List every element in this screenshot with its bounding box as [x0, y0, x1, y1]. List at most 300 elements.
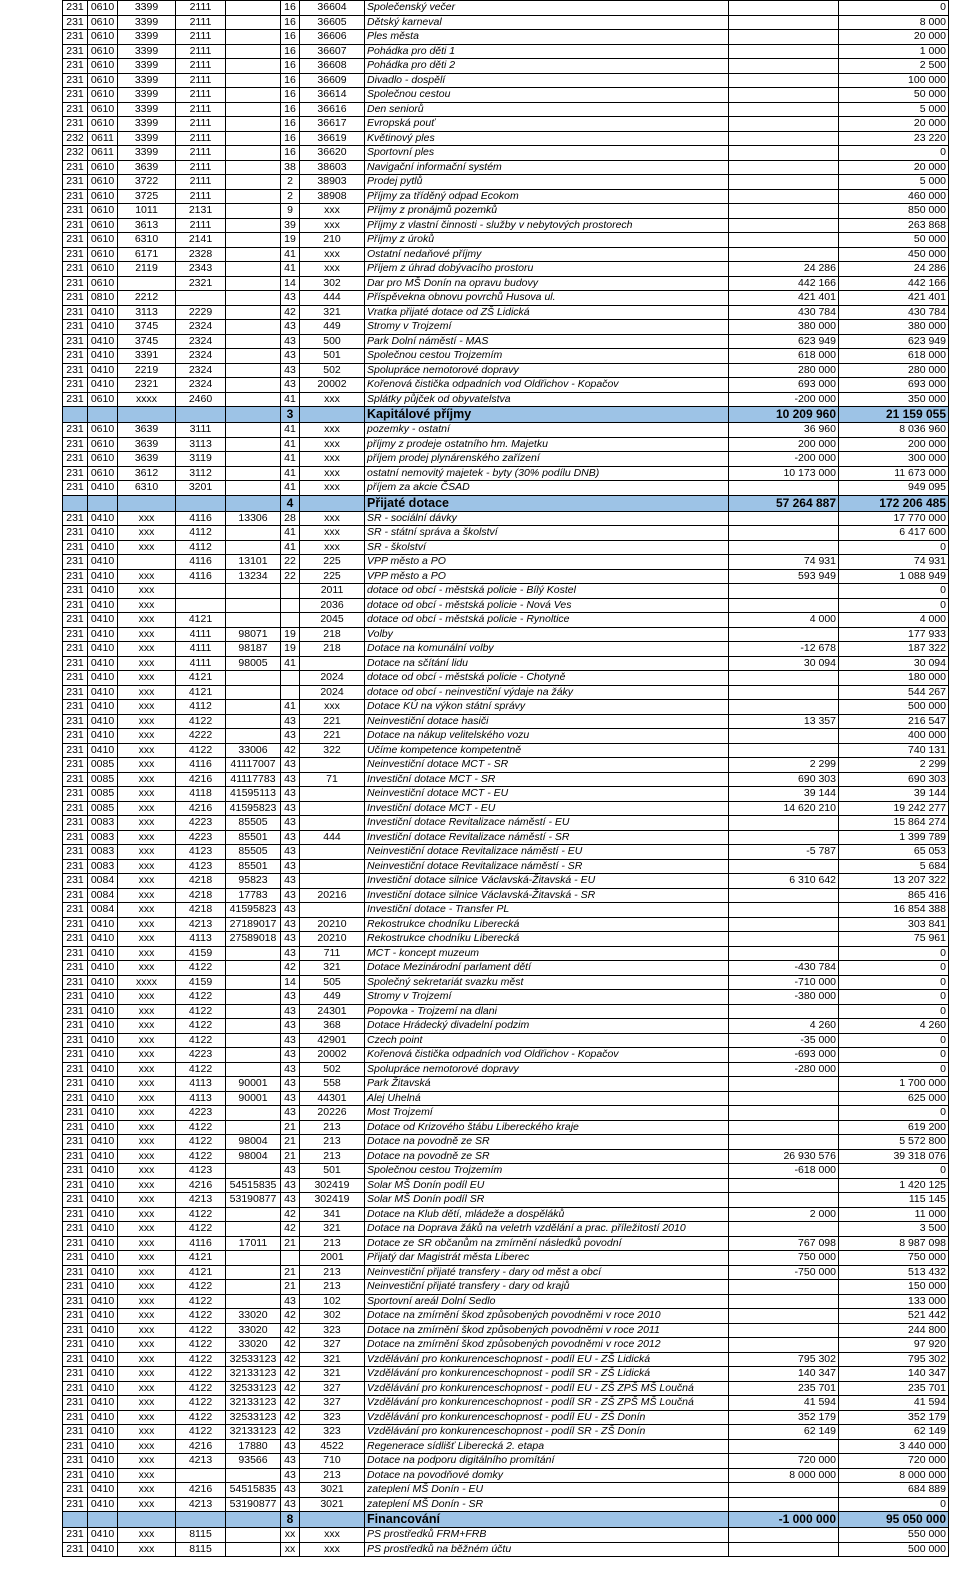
- ucel-cell: [226, 540, 281, 555]
- sub-cell: 0410: [88, 1483, 118, 1498]
- total-cell: 17 770 000: [839, 511, 949, 526]
- group-cell: 43: [281, 1106, 300, 1121]
- paragraph-cell: xxx: [118, 1149, 176, 1164]
- adjustment-cell: [729, 1280, 839, 1295]
- description-cell: Sportovní areál Dolní Sedlo: [365, 1294, 729, 1309]
- item-cell: 4223: [176, 816, 226, 831]
- paragraph-cell: 6171: [118, 247, 176, 262]
- item-cell: 4159: [176, 975, 226, 990]
- total-cell: 8 000 000: [839, 1468, 949, 1483]
- code-cell: 36617: [300, 117, 365, 132]
- total-cell: 544 267: [839, 685, 949, 700]
- item-cell: 4111: [176, 656, 226, 671]
- org-cell: 231: [63, 320, 88, 335]
- sub-cell: 0610: [88, 1, 118, 16]
- paragraph-cell: 3399: [118, 44, 176, 59]
- ucel-cell: 85505: [226, 816, 281, 831]
- code-cell: 24301: [300, 1004, 365, 1019]
- group-cell: 43: [281, 859, 300, 874]
- code-cell: 444: [300, 291, 365, 306]
- sub-cell: 0085: [88, 772, 118, 787]
- code-cell: 711: [300, 946, 365, 961]
- adjustment-cell: [729, 946, 839, 961]
- description-cell: příjem prodej plynárenského zařízení: [365, 452, 729, 467]
- group-cell: 43: [281, 1164, 300, 1179]
- table-row: [63, 903, 949, 918]
- item-cell: 2324: [176, 334, 226, 349]
- description-cell: Neinvestiční dotace MCT - EU: [365, 787, 729, 802]
- ucel-cell: 32133123: [226, 1425, 281, 1440]
- total-cell: 720 000: [839, 1454, 949, 1469]
- group-cell: 43: [281, 801, 300, 816]
- paragraph-cell: xxx: [118, 1323, 176, 1338]
- ucel-cell: [226, 117, 281, 132]
- group-cell: 43: [281, 1193, 300, 1208]
- adjustment-cell: 442 166: [729, 276, 839, 291]
- adjustment-cell: [729, 175, 839, 190]
- adjustment-cell: [729, 540, 839, 555]
- group-cell: 42: [281, 1425, 300, 1440]
- org-cell: 231: [63, 452, 88, 467]
- org-cell: 231: [63, 540, 88, 555]
- adjustment-cell: 10 173 000: [729, 466, 839, 481]
- item-cell: 4112: [176, 700, 226, 715]
- code-cell: 322: [300, 743, 365, 758]
- description-cell: Dotace na komunální volby: [365, 642, 729, 657]
- paragraph-cell: 2119: [118, 262, 176, 277]
- description-cell: Investiční dotace Revitalizace náměstí - SR: [365, 830, 729, 845]
- table-row: [63, 845, 949, 860]
- adjustment-cell: 140 347: [729, 1367, 839, 1382]
- code-cell: 36619: [300, 131, 365, 146]
- adjustment-cell: [729, 700, 839, 715]
- sub-cell: 0410: [88, 1497, 118, 1512]
- group-cell: 42: [281, 1323, 300, 1338]
- item-cell: 4218: [176, 888, 226, 903]
- sub-cell: 0410: [88, 1048, 118, 1063]
- sub-cell: 0410: [88, 1352, 118, 1367]
- code-cell: 323: [300, 1323, 365, 1338]
- paragraph-cell: xxx: [118, 1077, 176, 1092]
- code-cell: 368: [300, 1019, 365, 1034]
- item-cell: 4213: [176, 1454, 226, 1469]
- code-cell: 210: [300, 233, 365, 248]
- description-cell: Rekostrukce chodníku Liberecká: [365, 932, 729, 947]
- total-cell: 690 303: [839, 772, 949, 787]
- description-cell: SR - školství: [365, 540, 729, 555]
- item-cell: 4122: [176, 1280, 226, 1295]
- sub-cell: 0410: [88, 1338, 118, 1353]
- description-cell: Pohádka pro děti 2: [365, 59, 729, 74]
- group-cell: 2: [281, 175, 300, 190]
- description-cell: Popovka - Trojzemí na dlani: [365, 1004, 729, 1019]
- code-cell: [300, 495, 365, 511]
- code-cell: xxx: [300, 247, 365, 262]
- paragraph-cell: xxx: [118, 1468, 176, 1483]
- item-cell: 2111: [176, 73, 226, 88]
- code-cell: 36609: [300, 73, 365, 88]
- group-cell: 19: [281, 233, 300, 248]
- org-cell: 231: [63, 961, 88, 976]
- org-cell: 231: [63, 218, 88, 233]
- paragraph-cell: xxx: [118, 1178, 176, 1193]
- group-cell: 43: [281, 917, 300, 932]
- ucel-cell: 95823: [226, 874, 281, 889]
- sub-cell: 0410: [88, 946, 118, 961]
- table-row: [63, 1439, 949, 1454]
- total-cell: 623 949: [839, 334, 949, 349]
- code-cell: [300, 874, 365, 889]
- item-cell: 2328: [176, 247, 226, 262]
- table-row: [63, 772, 949, 787]
- org-cell: 231: [63, 729, 88, 744]
- group-cell: 42: [281, 1352, 300, 1367]
- description-cell: Dotace od Krizového štábu Libereckého kraje: [365, 1120, 729, 1135]
- table-row: [63, 1497, 949, 1512]
- table-row: [63, 1294, 949, 1309]
- sub-cell: 0410: [88, 975, 118, 990]
- paragraph-cell: xxx: [118, 1135, 176, 1150]
- code-cell: 36604: [300, 1, 365, 16]
- sub-cell: 0410: [88, 714, 118, 729]
- table-row: [63, 291, 949, 306]
- table-row: [63, 816, 949, 831]
- total-cell: 1 420 125: [839, 1178, 949, 1193]
- section-row: [63, 495, 949, 511]
- group-cell: 21: [281, 1149, 300, 1164]
- paragraph-cell: xxx: [118, 1265, 176, 1280]
- total-cell: 11 673 000: [839, 466, 949, 481]
- group-cell: 42: [281, 1410, 300, 1425]
- code-cell: 218: [300, 627, 365, 642]
- paragraph-cell: xxx: [118, 714, 176, 729]
- description-cell: Příjmy z vlastní činnosti - služby v nebytových prostorech: [365, 218, 729, 233]
- total-cell: 11 000: [839, 1207, 949, 1222]
- total-cell: 8 987 098: [839, 1236, 949, 1251]
- description-cell: Splátky půjček od obyvatelstva: [365, 392, 729, 407]
- code-cell: 221: [300, 714, 365, 729]
- group-cell: 42: [281, 1367, 300, 1382]
- paragraph-cell: xxx: [118, 1497, 176, 1512]
- org-cell: 231: [63, 700, 88, 715]
- org-cell: 231: [63, 1367, 88, 1382]
- paragraph-cell: xxx: [118, 1396, 176, 1411]
- total-cell: 244 800: [839, 1323, 949, 1338]
- paragraph-cell: 3399: [118, 146, 176, 161]
- paragraph-cell: 3639: [118, 452, 176, 467]
- code-cell: [300, 801, 365, 816]
- paragraph-cell: xxx: [118, 627, 176, 642]
- table-row: [63, 613, 949, 628]
- item-cell: 4116: [176, 511, 226, 526]
- group-cell: 43: [281, 1091, 300, 1106]
- table-row: [63, 859, 949, 874]
- code-cell: 710: [300, 1454, 365, 1469]
- paragraph-cell: xxx: [118, 903, 176, 918]
- code-cell: 20002: [300, 378, 365, 393]
- table-row: [63, 1410, 949, 1425]
- group-cell: 43: [281, 714, 300, 729]
- code-cell: 225: [300, 569, 365, 584]
- ucel-cell: 13234: [226, 569, 281, 584]
- adjustment-cell: 4 000: [729, 613, 839, 628]
- sub-cell: 0410: [88, 1425, 118, 1440]
- ucel-cell: [226, 291, 281, 306]
- ucel-cell: [226, 975, 281, 990]
- adjustment-cell: [729, 1178, 839, 1193]
- code-cell: 42901: [300, 1033, 365, 1048]
- budget-sheet: [62, 0, 948, 1557]
- description-cell: Ostatní nedaňové příjmy: [365, 247, 729, 262]
- adjustment-cell: -1 000 000: [729, 1512, 839, 1528]
- adjustment-cell: [729, 1309, 839, 1324]
- ucel-cell: [226, 452, 281, 467]
- table-row: [63, 1425, 949, 1440]
- code-cell: xxx: [300, 204, 365, 219]
- paragraph-cell: 3399: [118, 15, 176, 30]
- code-cell: 225: [300, 555, 365, 570]
- ucel-cell: [226, 407, 281, 423]
- sub-cell: 0610: [88, 233, 118, 248]
- code-cell: xxx: [300, 540, 365, 555]
- group-cell: 41: [281, 247, 300, 262]
- item-cell: [176, 1468, 226, 1483]
- total-cell: 263 868: [839, 218, 949, 233]
- sub-cell: 0410: [88, 685, 118, 700]
- item-cell: 4116: [176, 569, 226, 584]
- sub-cell: 0410: [88, 598, 118, 613]
- ucel-cell: 53190877: [226, 1497, 281, 1512]
- paragraph-cell: 3399: [118, 30, 176, 45]
- table-row: [63, 1280, 949, 1295]
- item-cell: 4122: [176, 1410, 226, 1425]
- sub-cell: 0410: [88, 1381, 118, 1396]
- org-cell: 231: [63, 1120, 88, 1135]
- org-cell: 231: [63, 1265, 88, 1280]
- budget-table: [62, 0, 949, 1557]
- total-cell: 280 000: [839, 363, 949, 378]
- description-cell: pozemky - ostatní: [365, 423, 729, 438]
- description-cell: Spolupráce nemotorové dopravy: [365, 1062, 729, 1077]
- org-cell: 231: [63, 1468, 88, 1483]
- table-row: [63, 975, 949, 990]
- group-cell: 2: [281, 189, 300, 204]
- sub-cell: 0410: [88, 627, 118, 642]
- sub-cell: 0410: [88, 1004, 118, 1019]
- description-cell: Přijaté dotace: [365, 495, 729, 511]
- table-row: [63, 363, 949, 378]
- ucel-cell: 32133123: [226, 1396, 281, 1411]
- group-cell: 41: [281, 423, 300, 438]
- adjustment-cell: 235 701: [729, 1381, 839, 1396]
- adjustment-cell: [729, 481, 839, 496]
- paragraph-cell: xxx: [118, 1483, 176, 1498]
- description-cell: Dotace na nákup velitelského vozu: [365, 729, 729, 744]
- item-cell: 4222: [176, 729, 226, 744]
- paragraph-cell: xxx: [118, 787, 176, 802]
- ucel-cell: [226, 247, 281, 262]
- paragraph-cell: xxx: [118, 888, 176, 903]
- ucel-cell: [226, 1048, 281, 1063]
- paragraph-cell: xxx: [118, 816, 176, 831]
- sub-cell: 0410: [88, 1410, 118, 1425]
- ucel-cell: [226, 175, 281, 190]
- group-cell: [281, 584, 300, 599]
- sub-cell: 0085: [88, 758, 118, 773]
- section-row: [63, 407, 949, 423]
- group-cell: 21: [281, 1135, 300, 1150]
- adjustment-cell: [729, 1528, 839, 1543]
- table-row: [63, 743, 949, 758]
- total-cell: 24 286: [839, 262, 949, 277]
- code-cell: 323: [300, 1425, 365, 1440]
- item-cell: 2131: [176, 204, 226, 219]
- code-cell: 2045: [300, 613, 365, 628]
- total-cell: 0: [839, 961, 949, 976]
- group-cell: 43: [281, 1483, 300, 1498]
- item-cell: 3111: [176, 423, 226, 438]
- adjustment-cell: [729, 1497, 839, 1512]
- description-cell: příjmy z prodeje ostatního hm. Majetku: [365, 437, 729, 452]
- adjustment-cell: -12 678: [729, 642, 839, 657]
- table-row: [63, 511, 949, 526]
- item-cell: 2111: [176, 44, 226, 59]
- code-cell: 38903: [300, 175, 365, 190]
- adjustment-cell: 26 930 576: [729, 1149, 839, 1164]
- ucel-cell: [226, 349, 281, 364]
- table-row: [63, 437, 949, 452]
- sub-cell: 0410: [88, 349, 118, 364]
- total-cell: 5 000: [839, 175, 949, 190]
- item-cell: 4121: [176, 671, 226, 686]
- adjustment-cell: -710 000: [729, 975, 839, 990]
- item-cell: 4112: [176, 526, 226, 541]
- ucel-cell: [226, 15, 281, 30]
- org-cell: 231: [63, 1323, 88, 1338]
- paragraph-cell: xxx: [118, 526, 176, 541]
- adjustment-cell: 6 310 642: [729, 874, 839, 889]
- sub-cell: 0410: [88, 1149, 118, 1164]
- ucel-cell: [226, 1120, 281, 1135]
- ucel-cell: [226, 59, 281, 74]
- paragraph-cell: xxx: [118, 642, 176, 657]
- item-cell: 2460: [176, 392, 226, 407]
- table-row: [63, 758, 949, 773]
- description-cell: Společnou cestou Trojzemím: [365, 349, 729, 364]
- sub-cell: 0610: [88, 276, 118, 291]
- paragraph-cell: [118, 407, 176, 423]
- total-cell: 95 050 000: [839, 1512, 949, 1528]
- item-cell: 4122: [176, 1149, 226, 1164]
- adjustment-cell: -280 000: [729, 1062, 839, 1077]
- paragraph-cell: xxx: [118, 1091, 176, 1106]
- code-cell: xxx: [300, 526, 365, 541]
- total-cell: 41 594: [839, 1396, 949, 1411]
- total-cell: 0: [839, 1048, 949, 1063]
- ucel-cell: [226, 1062, 281, 1077]
- total-cell: 430 784: [839, 305, 949, 320]
- description-cell: Vzdělávání pro konkurenceschopnost - podíl EU - ZŠ ZPŠ MŠ Loučná: [365, 1381, 729, 1396]
- group-cell: 41: [281, 540, 300, 555]
- total-cell: 50 000: [839, 88, 949, 103]
- description-cell: Vzdělávání pro konkurenceschopnost - podíl EU - ZŠ Donín: [365, 1410, 729, 1425]
- adjustment-cell: [729, 117, 839, 132]
- description-cell: dotace od obcí - městská policie - Bílý Kostel: [365, 584, 729, 599]
- description-cell: Investiční dotace MCT - SR: [365, 772, 729, 787]
- group-cell: 41: [281, 262, 300, 277]
- paragraph-cell: 3613: [118, 218, 176, 233]
- description-cell: Regenerace sídlišť Liberecká 2. etapa: [365, 1439, 729, 1454]
- adjustment-cell: [729, 1004, 839, 1019]
- sub-cell: 0083: [88, 845, 118, 860]
- sub-cell: [88, 407, 118, 423]
- adjustment-cell: [729, 59, 839, 74]
- group-cell: 16: [281, 1, 300, 16]
- code-cell: xxx: [300, 262, 365, 277]
- ucel-cell: [226, 218, 281, 233]
- org-cell: 231: [63, 1497, 88, 1512]
- code-cell: 2024: [300, 685, 365, 700]
- item-cell: 4122: [176, 1019, 226, 1034]
- item-cell: [176, 584, 226, 599]
- adjustment-cell: [729, 932, 839, 947]
- description-cell: VPP město a PO: [365, 555, 729, 570]
- sub-cell: 0410: [88, 1542, 118, 1557]
- item-cell: 4123: [176, 859, 226, 874]
- adjustment-cell: 30 094: [729, 656, 839, 671]
- sub-cell: 0410: [88, 1091, 118, 1106]
- sub-cell: 0410: [88, 1120, 118, 1135]
- org-cell: 231: [63, 204, 88, 219]
- description-cell: Neinvestiční přijaté transfery - dary od krajů: [365, 1280, 729, 1295]
- item-cell: 4122: [176, 961, 226, 976]
- table-row: [63, 1528, 949, 1543]
- org-cell: 231: [63, 15, 88, 30]
- code-cell: 502: [300, 363, 365, 378]
- org-cell: 231: [63, 1425, 88, 1440]
- group-cell: 43: [281, 772, 300, 787]
- table-row: [63, 1178, 949, 1193]
- org-cell: 231: [63, 613, 88, 628]
- group-cell: [281, 613, 300, 628]
- ucel-cell: [226, 700, 281, 715]
- item-cell: 2324: [176, 378, 226, 393]
- total-cell: 65 053: [839, 845, 949, 860]
- adjustment-cell: 14 620 210: [729, 801, 839, 816]
- code-cell: xxx: [300, 218, 365, 233]
- item-cell: 4122: [176, 1309, 226, 1324]
- total-cell: 450 000: [839, 247, 949, 262]
- sub-cell: 0084: [88, 903, 118, 918]
- item-cell: 4216: [176, 772, 226, 787]
- sub-cell: 0410: [88, 334, 118, 349]
- item-cell: 4122: [176, 1004, 226, 1019]
- description-cell: Dotace Hrádecký divadelní podzim: [365, 1019, 729, 1034]
- org-cell: 231: [63, 1019, 88, 1034]
- table-row: [63, 146, 949, 161]
- group-cell: 42: [281, 1396, 300, 1411]
- paragraph-cell: xxx: [118, 1425, 176, 1440]
- description-cell: Dotace na Doprava žáků na veletrh vzdělání a prac. příležitostí 2010: [365, 1222, 729, 1237]
- item-cell: 3119: [176, 452, 226, 467]
- item-cell: 2111: [176, 88, 226, 103]
- adjustment-cell: [729, 671, 839, 686]
- ucel-cell: 41595113: [226, 787, 281, 802]
- group-cell: 16: [281, 102, 300, 117]
- sub-cell: 0410: [88, 320, 118, 335]
- item-cell: 2111: [176, 59, 226, 74]
- org-cell: 231: [63, 758, 88, 773]
